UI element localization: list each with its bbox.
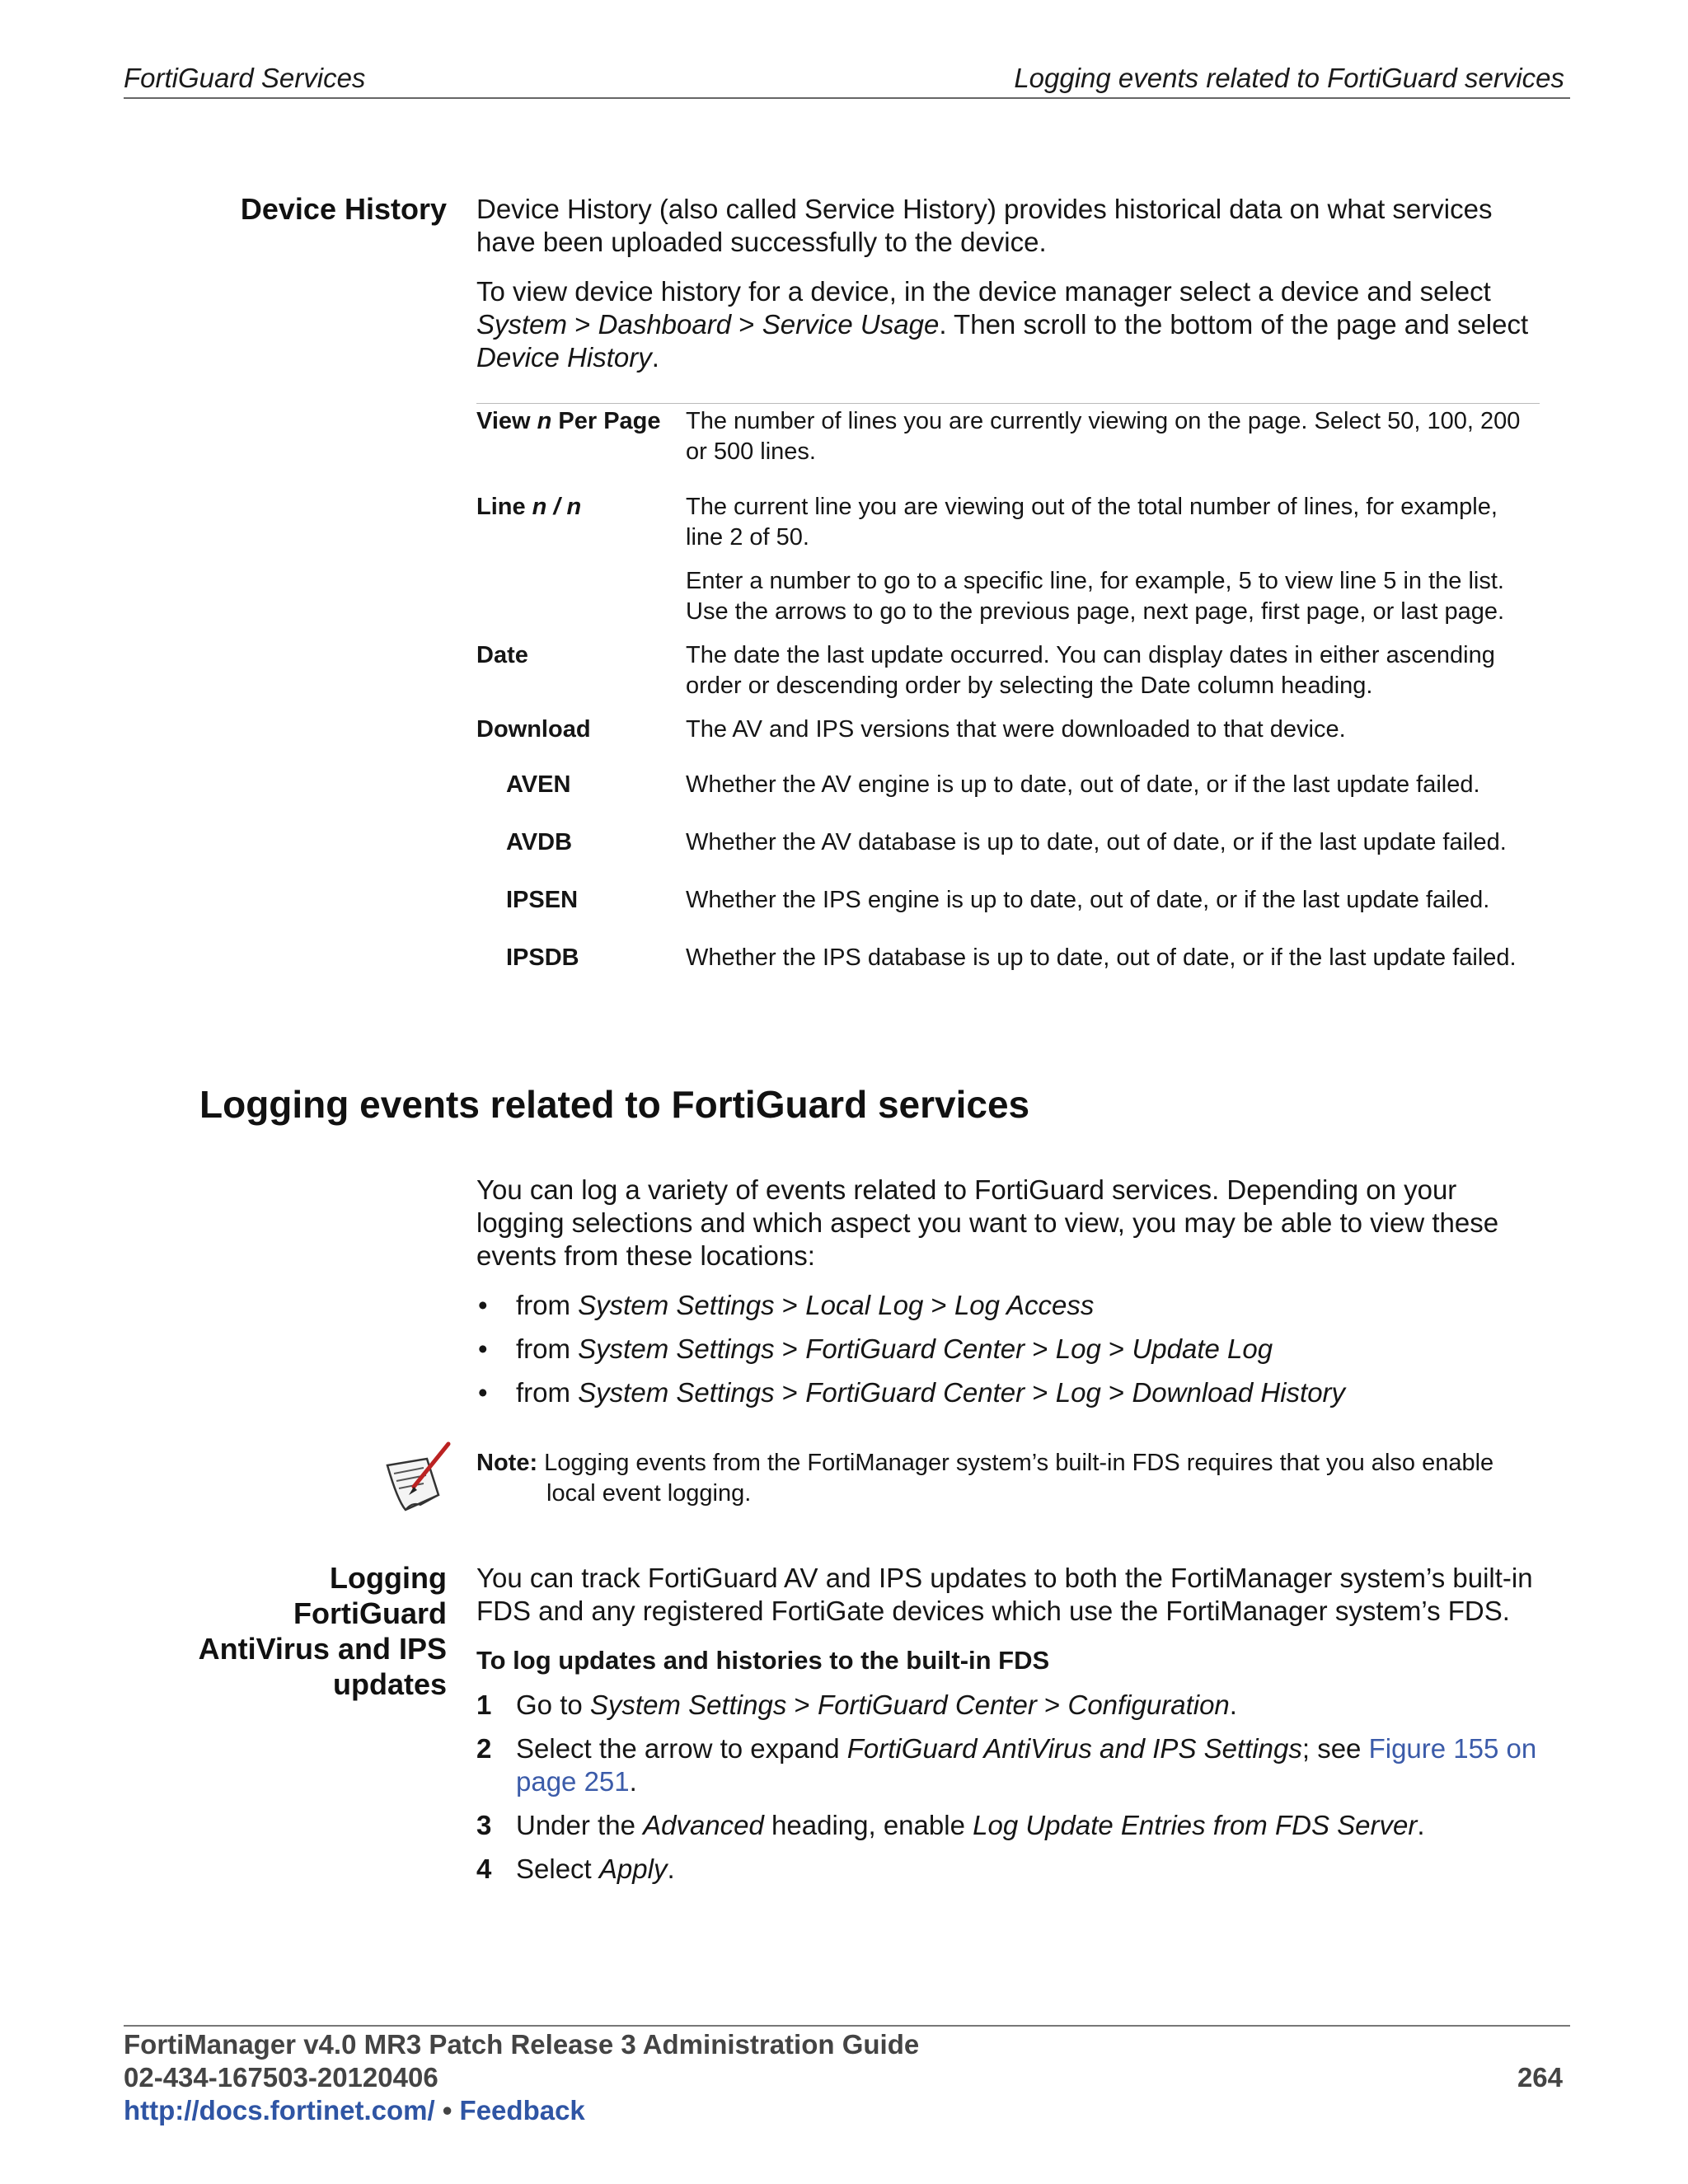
term-date: Date — [476, 642, 528, 668]
header-chapter-title: Logging events related to FortiGuard services — [1014, 63, 1564, 93]
device-history-heading: Device History — [240, 192, 447, 226]
desc-ipsen: Whether the IPS engine is up to date, out of date, or if the last update failed. — [686, 887, 1490, 913]
feedback-link[interactable]: Feedback — [459, 2095, 585, 2125]
device-history-instructions: To view device history for a device, in the device manager select a device and select System > Dashboard > Service Usage. Then scroll to the bottom of the page and select Device History. — [476, 276, 1529, 373]
term-ipsdb: IPSDB — [506, 944, 579, 971]
av-ips-heading: Logging FortiGuard AntiVirus and IPS updates — [198, 1561, 447, 1701]
menu-path-service-usage: Service Usage — [762, 309, 940, 340]
term-aven: AVEN — [506, 771, 571, 798]
note-paragraph — [476, 1448, 1540, 1509]
log-location-list — [476, 1289, 1540, 1409]
desc-download: The AV and IPS versions that were downloaded to that device. — [686, 716, 1346, 743]
device-history-intro: Device History (also called Service History) provides historical data on what services have been uploaded successfully to the device. — [476, 194, 1493, 257]
definition-row — [476, 566, 1540, 640]
device-history-body — [476, 193, 1540, 391]
footer-divider — [124, 2025, 1570, 2027]
av-ips-intro: You can track FortiGuard AV and IPS updates to both the FortiManager system’s built-in FDS and any registered FortiGate devices which use the FortiManager system’s FDS. — [476, 1563, 1533, 1626]
logging-section-title: Logging events related to FortiGuard services — [199, 1083, 1030, 1126]
desc-line-navigation: Enter a number to go to a specific line, for example, 5 to view line 5 in the list. Use the arrows to go to the previous page, next page, first page, or last page. — [686, 568, 1505, 625]
definition-row — [476, 640, 1540, 715]
definition-row — [476, 406, 1540, 492]
procedure-step: 3 Under the Advanced heading, enable Log Update Entries from FDS Server. — [476, 1810, 1425, 1840]
definition-row — [476, 943, 1540, 973]
term-view-per-page: View n Per Page — [476, 408, 661, 434]
procedure-steps — [476, 1689, 1540, 1886]
desc-aven: Whether the AV engine is up to date, out of date, or if the last update failed. — [686, 771, 1480, 798]
logging-body — [476, 1174, 1540, 1420]
term-download: Download — [476, 716, 591, 743]
footer-doc-id: 02-434-167503-20120406 — [124, 2062, 438, 2093]
definition-row — [476, 770, 1540, 827]
term-ipsen: IPSEN — [506, 887, 579, 913]
list-item: • from System Settings > FortiGuard Center > Log > Download History — [478, 1377, 1346, 1408]
menu-path-system: System — [476, 309, 568, 340]
note-text: Logging events from the FortiManager system’s built-in FDS requires that you also enable local event logging. — [537, 1450, 1494, 1507]
definition-row — [476, 492, 1540, 566]
procedure-step: 4 Select Apply. — [476, 1854, 675, 1884]
term-avdb: AVDB — [506, 829, 573, 855]
desc-view-per-page: The number of lines you are currently viewing on the page. Select 50, 100, 200 or 500 lines. — [686, 408, 1521, 465]
term-line: Line n / n — [476, 494, 582, 520]
device-history-definitions — [476, 406, 1540, 973]
docs-url-link[interactable]: http://docs.fortinet.com/ — [124, 2095, 435, 2125]
note-icon — [381, 1441, 455, 1515]
definition-row — [476, 715, 1540, 770]
procedure-title: To log updates and histories to the built-in FDS — [476, 1646, 1050, 1675]
header-section-title: FortiGuard Services — [124, 63, 366, 93]
desc-ipsdb: Whether the IPS database is up to date, out of date, or if the last update failed. — [686, 944, 1517, 971]
figure-reference-link[interactable]: Figure 155 on page 251 — [516, 1733, 1537, 1797]
list-item: • from System Settings > Local Log > Log Access — [478, 1290, 1095, 1320]
menu-path-dashboard: Dashboard — [598, 309, 732, 340]
definition-row — [476, 827, 1540, 885]
desc-avdb: Whether the AV database is up to date, out of date, or if the last update failed. — [686, 829, 1507, 855]
footer-links: http://docs.fortinet.com/ • Feedback — [124, 2095, 585, 2125]
desc-date: The date the last update occurred. You can display dates in either ascending order or descending order by selecting the Date column heading. — [686, 642, 1495, 699]
definition-row — [476, 885, 1540, 943]
menu-path-device-history: Device History — [476, 342, 652, 373]
definition-table-rule — [476, 403, 1540, 404]
list-item: • from System Settings > FortiGuard Center > Log > Update Log — [478, 1333, 1273, 1364]
footer-page-number: 264 — [1517, 2062, 1563, 2093]
av-ips-body — [476, 1562, 1540, 1896]
procedure-step: 2 Select the arrow to expand FortiGuard AntiVirus and IPS Settings; see Figure 155 on page 251. — [476, 1733, 1537, 1797]
desc-line: The current line you are viewing out of the total number of lines, for example, line 2 of 50. — [686, 494, 1498, 551]
procedure-step: 1 Go to System Settings > FortiGuard Center > Configuration. — [476, 1690, 1237, 1720]
logging-intro: You can log a variety of events related to FortiGuard services. Depending on your logging selections and which aspect you want to view, you may be able to view these events from these locations: — [476, 1174, 1499, 1271]
note-label: Note: — [476, 1450, 538, 1476]
header-divider — [124, 97, 1570, 99]
footer-guide-title: FortiManager v4.0 MR3 Patch Release 3 Administration Guide — [124, 2029, 920, 2060]
note-box — [476, 1448, 1540, 1509]
